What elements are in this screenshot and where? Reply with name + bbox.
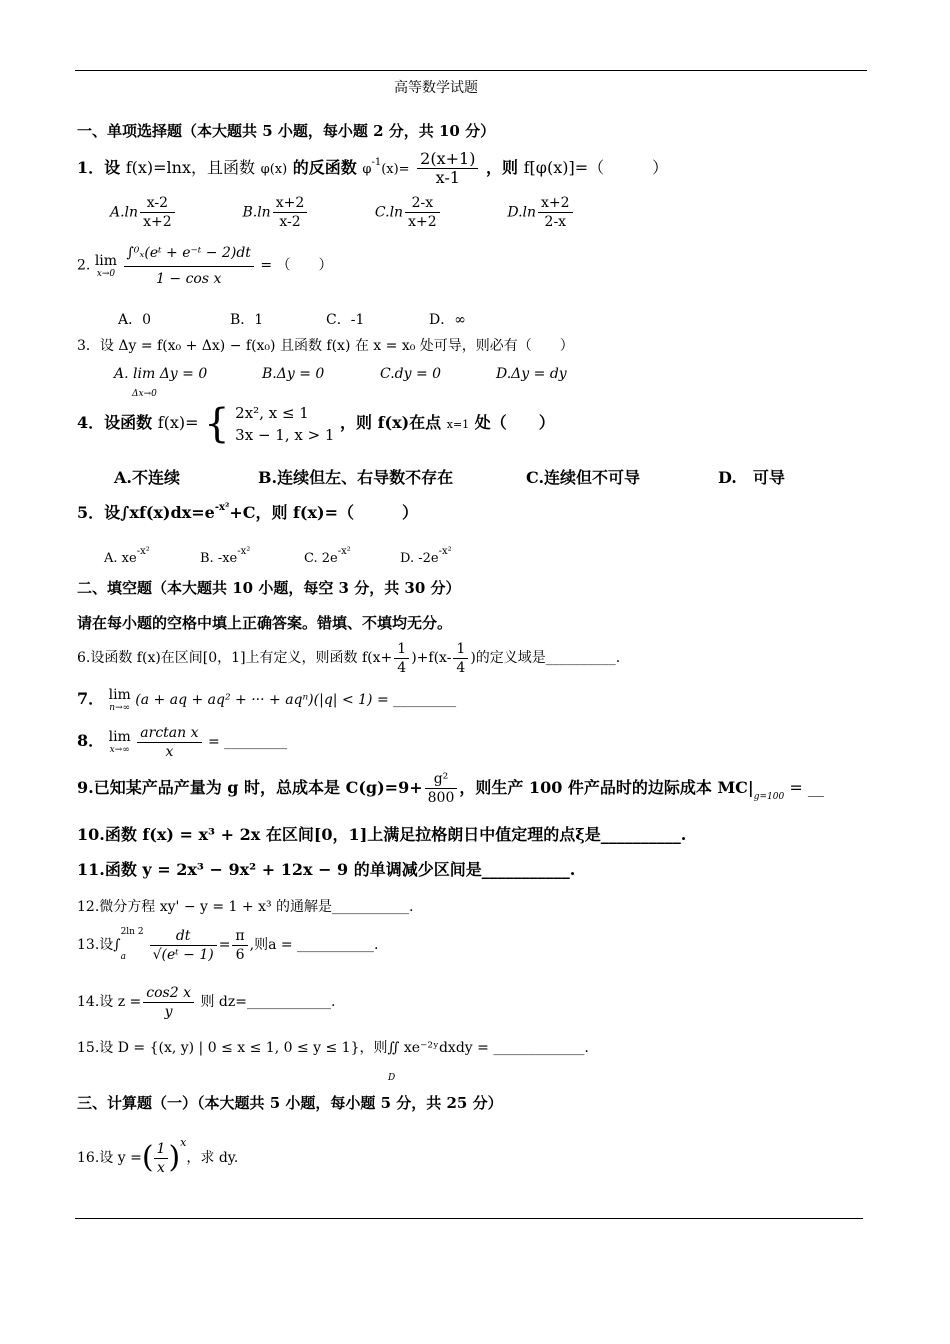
section2-instruction: 请在每小题的空格中填上正确答案。错填、不填均无分。 — [77, 614, 453, 632]
q8-frac-num: arctan x — [137, 724, 201, 743]
q6-frac2-num: 1 — [453, 640, 468, 659]
q9-under: g=100 — [753, 792, 785, 802]
q4-cases — [235, 402, 334, 446]
q8-lim-under: x→∞ — [109, 745, 130, 755]
page-header-title: 高等数学试题 — [394, 80, 478, 96]
q4-option-c: C.连续但不可导 — [526, 468, 641, 487]
q16-sup: x — [180, 1136, 187, 1149]
question-5 — [77, 498, 418, 523]
q1-opt-a-den: x+2 — [143, 214, 172, 230]
q1-frac-den: x-1 — [435, 168, 460, 187]
q1-fraction — [417, 150, 478, 187]
q16-frac-den: x — [157, 1159, 165, 1176]
q8-lim-text: lim — [108, 729, 131, 745]
q5-text: 5．设∫xf(x)dx=e — [77, 503, 215, 522]
question-8 — [77, 720, 287, 763]
q1-option-d — [507, 194, 607, 231]
q16-fraction — [154, 1140, 169, 1177]
q4-options — [114, 468, 785, 488]
q13-text3: ,则a = ___________. — [249, 937, 379, 953]
q2-tail: = （ ） — [260, 257, 333, 274]
question-4 — [77, 398, 555, 450]
q6-frac-2 — [453, 640, 468, 677]
q5-opt-c-sup: -x² — [337, 546, 351, 557]
q7-expr: (a + aq + aq² + ··· + aqⁿ)(|q| < 1) = _________ — [135, 692, 457, 708]
q3-option-c: C.dy = 0 — [380, 366, 442, 382]
q1-options — [110, 194, 607, 231]
q4-tail2: 处（ ） — [474, 413, 555, 432]
q1-text1: f(x)=lnx，且函数 — [125, 158, 256, 177]
q8-tail: = _________ — [207, 734, 288, 750]
q9-tail: = __ — [784, 778, 824, 797]
q2-lim-text: lim — [94, 252, 118, 269]
question-13 — [77, 922, 379, 968]
q4-fx: f(x)= — [157, 413, 199, 432]
q1-tail: f[φ(x)]=（ ） — [523, 158, 669, 177]
q2-frac-den: 1 − cos x — [156, 271, 222, 287]
q2-option-b: B．1 — [230, 312, 264, 328]
q6-frac1-den: 4 — [397, 659, 407, 676]
q4-option-b: B.连续但左、右导数不存在 — [258, 468, 454, 487]
q7-limit — [109, 687, 131, 713]
q1-opt-a-num: x-2 — [140, 194, 175, 213]
question-2 — [77, 240, 333, 291]
q1-opt-a-label: A.ln — [110, 204, 139, 221]
q2-lim-under: x→0 — [96, 268, 116, 279]
q13-pi-den: 6 — [235, 946, 245, 963]
q8-label: 8． — [77, 731, 105, 750]
q9-frac-num: g² — [425, 770, 458, 789]
q1-frac-num: 2(x+1) — [417, 150, 478, 169]
q1-text2: 的反函数 — [292, 158, 357, 177]
q5-opt-b-sup: -x² — [237, 546, 251, 557]
top-rule — [75, 70, 867, 71]
q13-lower: a — [120, 952, 126, 962]
q13-text1: 13.设∫ — [77, 937, 121, 953]
q2-option-a: A．0 — [118, 312, 152, 328]
q1-text3: ，则 — [486, 158, 519, 177]
q7-lim-text: lim — [108, 687, 131, 703]
q5-option-c — [304, 542, 400, 569]
q13-pi-num: π — [232, 927, 247, 946]
q1-phi: φ(x) — [260, 162, 288, 177]
q2-limit — [95, 253, 117, 279]
q16-text1: 16.设 y = — [77, 1150, 142, 1166]
q1-opt-b-den: x-2 — [279, 214, 301, 230]
left-brace-icon: { — [204, 400, 230, 447]
question-9 — [77, 766, 824, 819]
section2-heading: 二、填空题（本大题共 10 小题，每空 3 分，共 30 分） — [77, 579, 461, 597]
q1-option-a — [110, 194, 238, 231]
question-10: 10.函数 f(x) = x³ + 2x 在区间[0，1]上满足拉格朗日中值定理的点ξ是__________. — [77, 825, 687, 844]
q16-frac-num: 1 — [154, 1140, 169, 1159]
question-1 — [77, 146, 668, 187]
q13-pi-fraction — [232, 927, 247, 964]
q3-option-b: B.Δy = 0 — [262, 366, 325, 382]
q7-label: 7． — [77, 689, 105, 708]
q2-option-c: C．-1 — [326, 312, 365, 328]
q2-fraction — [124, 240, 254, 291]
q1-opt-b-num: x+2 — [273, 194, 308, 213]
q5-sup: -x² — [214, 502, 230, 513]
q4-case1: 2x², x ≤ 1 — [235, 403, 309, 422]
q5-text2: +C，则 f(x)=（ ） — [229, 503, 419, 522]
q16-text2: ，求 dy. — [186, 1150, 239, 1166]
bottom-rule — [75, 1218, 863, 1219]
q9-text1: 9.已知某产品产量为 g 时，总成本是 C(g)=9+ — [77, 778, 423, 797]
q14-frac-den: y — [164, 1003, 173, 1020]
q3-option-d: D.Δy = dy — [496, 366, 567, 382]
q5-option-a — [104, 542, 200, 569]
q15-under: D — [388, 1073, 396, 1083]
q4-label: 4．设函数 — [77, 413, 153, 432]
q6-text3: )的定义域是__________. — [470, 650, 621, 666]
question-6 — [77, 636, 620, 680]
q8-frac-den: x — [165, 743, 174, 760]
q6-text2: )+f(x- — [411, 650, 452, 666]
question-14 — [77, 980, 335, 1024]
left-paren-icon: ( — [141, 1140, 154, 1175]
q2-option-d: D．∞ — [429, 312, 466, 328]
q13-upper: 2ln 2 — [120, 927, 144, 937]
q9-frac-den: 800 — [427, 790, 455, 806]
q3-options — [114, 364, 567, 384]
q1-opt-d-num: x+2 — [538, 194, 573, 213]
q13-fraction — [150, 927, 217, 964]
q1-opt-c-num: 2-x — [405, 194, 440, 213]
q5-opt-a-main: A. xe — [104, 551, 137, 566]
q6-text1: 6.设函数 f(x)在区间[0，1]上有定义，则函数 f(x+ — [77, 650, 393, 666]
q6-frac1-num: 1 — [394, 640, 409, 659]
q14-fraction — [143, 984, 194, 1021]
question-12: 12.微分方程 xy' − y = 1 + x³ 的通解是___________. — [77, 899, 414, 915]
q1-option-b — [242, 194, 370, 231]
q5-opt-c-main: C. 2e — [304, 551, 338, 566]
q13-text2: = — [218, 937, 231, 953]
section3-heading: 三、计算题（一）（本大题共 5 小题，每小题 5 分，共 25 分） — [77, 1094, 503, 1112]
q8-fraction — [137, 724, 201, 761]
question-7 — [77, 684, 456, 715]
q3-opt-a-under: Δx→0 — [132, 389, 157, 399]
question-11: 11.函数 y = 2x³ − 9x² + 12x − 9 的单调减少区间是___________. — [77, 860, 576, 879]
q14-text2: 则 dz=____________. — [196, 994, 336, 1010]
q1-option-c — [375, 194, 503, 231]
q1-inv: φ — [362, 162, 372, 177]
q1-opt-c-label: C.ln — [374, 204, 404, 221]
q1-opt-c-den: x+2 — [408, 214, 437, 230]
q1-opt-b-label: B.ln — [242, 204, 271, 221]
q1-opt-d-den: 2-x — [544, 214, 567, 230]
q1-opt-d-label: D.ln — [507, 204, 537, 221]
q7-lim-under: n→∞ — [109, 703, 131, 713]
q9-text2: ，则生产 100 件产品时的边际成本 MC| — [459, 778, 754, 797]
q8-limit — [109, 729, 131, 755]
q5-opt-d-main: D. -2e — [400, 551, 439, 566]
q4-tail: ，则 f(x)在点 — [340, 413, 442, 432]
q13-limits — [121, 926, 144, 964]
q13-frac-num: dt — [150, 927, 217, 946]
q5-opt-a-sup: -x² — [136, 546, 150, 557]
q1-inv-arg: (x)= — [381, 162, 410, 177]
q5-opt-d-sup: -x² — [438, 546, 452, 557]
q5-option-d — [400, 542, 452, 569]
q2-label: 2. — [77, 257, 91, 274]
q6-frac-1 — [394, 640, 409, 677]
q4-option-a: A.不连续 — [114, 468, 180, 487]
question-3: 3．设 Δy = f(x₀ + Δx) − f(x₀) 且函数 f(x) 在 x = x₀ 处可导，则必有（ ） — [77, 338, 574, 354]
q4-option-d: D. 可导 — [718, 468, 785, 487]
question-15: 15.设 D = {(x, y) | 0 ≤ x ≤ 1, 0 ≤ y ≤ 1}，则∬ xe⁻²ʸdxdy = _____________. — [77, 1040, 589, 1056]
q6-frac2-den: 4 — [456, 659, 466, 676]
q14-frac-num: cos2 x — [143, 984, 194, 1003]
q14-text1: 14.设 z = — [77, 994, 142, 1010]
q9-fraction — [425, 770, 458, 807]
q5-opt-b-main: B. -xe — [200, 551, 238, 566]
question-16 — [77, 1120, 238, 1181]
q4-case2: 3x − 1, x > 1 — [235, 425, 335, 444]
q3-option-a — [114, 364, 262, 384]
q2-frac-num: ∫⁰ₓ(eᵗ + e⁻ᵗ − 2)dt — [124, 240, 254, 267]
q1-inv-sup: -1 — [371, 157, 382, 168]
q4-point: x=1 — [446, 418, 470, 431]
q13-frac-den: √(eᵗ − 1) — [152, 946, 214, 963]
right-paren-icon: ) — [168, 1140, 181, 1175]
q3-opt-a-text: A. lim Δy = 0 — [114, 366, 208, 382]
section1-heading: 一、单项选择题（本大题共 5 小题，每小题 2 分，共 10 分） — [77, 122, 496, 140]
q5-option-b — [200, 542, 304, 569]
q2-options — [118, 310, 466, 330]
q1-label: 1．设 — [77, 158, 121, 177]
q5-options — [104, 542, 452, 569]
